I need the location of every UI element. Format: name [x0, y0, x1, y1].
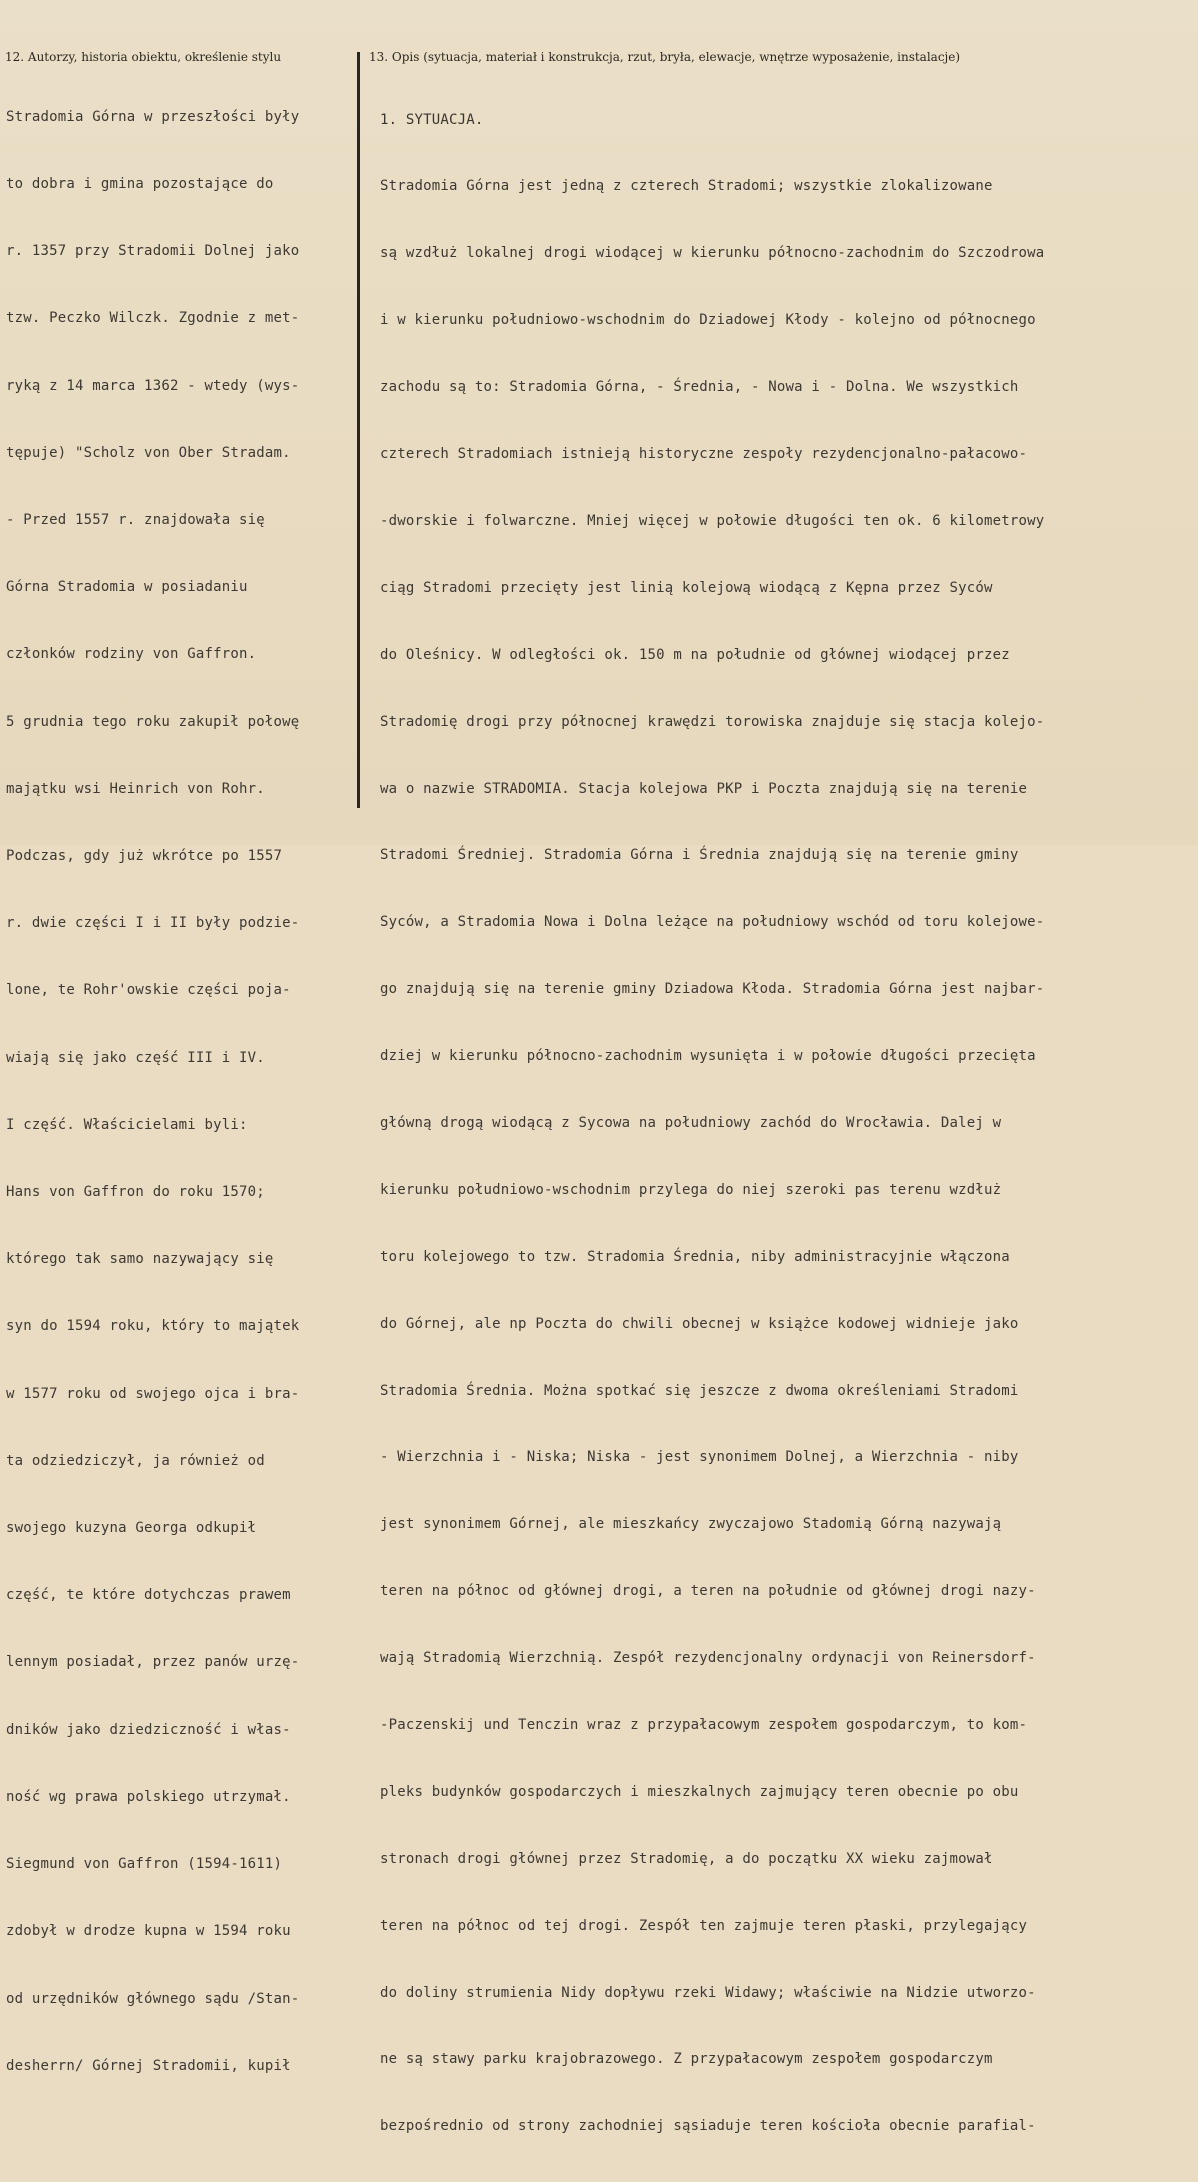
history-line: członków rodziny von Gaffron. [6, 646, 257, 663]
description-line: bezpośrednio od strony zachodniej sąsiaduje teren kościoła obecnie parafial- [380, 2118, 1036, 2135]
history-line: I część. Właścicielami byli: [6, 1116, 248, 1133]
history-line: syn do 1594 roku, który to majątek [6, 1318, 300, 1335]
history-line: to dobra i gmina pozostające do [6, 176, 274, 193]
description-line: teren na północ od tej drogi. Zespół ten zajmuje teren płaski, przylegający [380, 1917, 1028, 1934]
section-13-header: 13. Opis (sytuacja, materiał i konstrukcja, rzut, bryła, elewacje, wnętrze wyposażenie, instalacje) [369, 50, 961, 64]
history-line: Górna Stradomia w posiadaniu [6, 579, 248, 596]
history-line: Stradomia Górna w przeszłości były [6, 108, 300, 125]
history-line: desherrn/ Górnej Stradomii, kupił [6, 2057, 291, 2074]
history-line: dników jako dziedziczność i włas- [6, 1721, 291, 1738]
history-line: w 1577 roku od swojego ojca i bra- [6, 1385, 300, 1402]
history-line: ryką z 14 marca 1362 - wtedy (wys- [6, 377, 300, 394]
description-line: go znajdują się na terenie gminy Dziadowa Kłoda. Stradomia Górna jest najbar- [380, 981, 1045, 998]
history-line: - Przed 1557 r. znajdowała się [6, 512, 265, 529]
description-line: kierunku południowo-wschodnim przylega do niej szeroki pas terenu wzdłuż [380, 1181, 1002, 1198]
description-text-column [380, 64, 1044, 2182]
description-line: wa o nazwie STRADOMIA. Stacja kolejowa PKP i Poczta znajdują się na terenie [380, 780, 1028, 797]
description-line: pleks budynków gospodarczych i mieszkalnych zajmujący teren obecnie po obu [380, 1783, 1019, 1800]
history-line: tzw. Peczko Wilczk. Zgodnie z met- [6, 310, 300, 327]
history-line: 5 grudnia tego roku zakupił połowę [6, 713, 300, 730]
history-line: którego tak samo nazywający się [6, 1251, 274, 1268]
description-line: stronach drogi głównej przez Stradomię, a do początku XX wieku zajmował [380, 1850, 993, 1867]
history-line: zdobył w drodze kupna w 1594 roku [6, 1923, 291, 1940]
history-line: Hans von Gaffron do roku 1570; [6, 1184, 265, 1201]
section-12-header: 12. Autorzy, historia obiektu, określenie stylu [5, 50, 282, 64]
description-line: główną drogą wiodącą z Sycowa na południowy zachód do Wrocławia. Dalej w [380, 1114, 1002, 1131]
description-line: do Górnej, ale np Poczta do chwili obecnej w książce kodowej widnieje jako [380, 1315, 1019, 1332]
history-line: część, te które dotychczas prawem [6, 1587, 291, 1604]
history-line: wiają się jako część III i IV. [6, 1049, 265, 1066]
description-line: toru kolejowego to tzw. Stradomia Średnia, niby administracyjnie włączona [380, 1248, 1010, 1265]
history-line: Podczas, gdy już wkrótce po 1557 [6, 848, 283, 865]
history-line: lone, te Rohr'owskie części poja- [6, 982, 291, 999]
history-line: r. 1357 przy Stradomii Dolnej jako [6, 243, 300, 260]
history-line: ta odziedziczył, ja również od [6, 1452, 265, 1469]
description-line: Stradomi Średniej. Stradomia Górna i Średnia znajdują się na terenie gminy [380, 847, 1019, 864]
description-line: -dworskie i folwarczne. Mniej więcej w połowie długości ten ok. 6 kilometrowy [380, 512, 1045, 529]
description-line: Stradomię drogi przy północnej krawędzi torowiska znajduje się stacja kolejo- [380, 713, 1045, 730]
description-line: czterech Stradomiach istnieją historyczne zespoły rezydencjonalno-pałacowo- [380, 446, 1028, 463]
history-line: r. dwie części I i II były podzie- [6, 915, 300, 932]
description-line: do doliny strumienia Nidy dopływu rzeki Widawy; właściwie na Nidzie utworzo- [380, 1984, 1036, 2001]
description-line: - Wierzchnia i - Niska; Niska - jest synonimem Dolnej, a Wierzchnia - niby [380, 1449, 1019, 1466]
description-line: Stradomia Średnia. Można spotkać się jeszcze z dwoma określeniami Stradomi [380, 1382, 1019, 1399]
situation-section-title: 1. SYTUACJA. [380, 111, 484, 128]
description-line: dziej w kierunku północno-zachodnim wysunięta i w połowie długości przecięta [380, 1048, 1036, 1065]
description-line: do Oleśnicy. W odległości ok. 150 m na południe od głównej wiodącej przez [380, 646, 1010, 663]
description-line: są wzdłuż lokalnej drogi wiodącej w kierunku północno-zachodnim do Szczodrowa [380, 245, 1045, 262]
description-line: ne są stawy parku krajobrazowego. Z przypałacowym zespołem gospodarczym [380, 2051, 993, 2068]
description-line: zachodu są to: Stradomia Górna, - Średnia, - Nowa i - Dolna. We wszystkich [380, 379, 1019, 396]
history-line: od urzędników głównego sądu /Stan- [6, 1990, 300, 2007]
history-line: ność wg prawa polskiego utrzymał. [6, 1788, 291, 1805]
column-divider [357, 52, 360, 808]
description-line: i w kierunku południowo-wschodnim do Dziadowej Kłody - kolejno od północnego [380, 312, 1036, 329]
history-text-column [6, 61, 299, 2122]
history-line: Siegmund von Gaffron (1594-1611) [6, 1856, 283, 1873]
description-line: Stradomia Górna jest jedną z czterech Stradomi; wszystkie zlokalizowane [380, 178, 993, 195]
description-line: jest synonimem Górnej, ale mieszkańcy zwyczajowo Stadomią Górną nazywają [380, 1516, 1002, 1533]
history-line: tępuje) "Scholz von Ober Stradam. [6, 444, 291, 461]
history-line: swojego kuzyna Georga odkupił [6, 1520, 257, 1537]
description-line: Syców, a Stradomia Nowa i Dolna leżące na południowy wschód od toru kolejowe- [380, 914, 1045, 931]
description-line: wają Stradomią Wierzchnią. Zespół rezydencjonalny ordynacji von Reinersdorf- [380, 1650, 1036, 1667]
history-line: lennym posiadał, przez panów urzę- [6, 1654, 300, 1671]
description-line: -Paczenskij und Tenczin wraz z przypałacowym zespołem gospodarczym, to kom- [380, 1716, 1028, 1733]
description-line: ciąg Stradomi przecięty jest linią kolejową wiodącą z Kępna przez Syców [380, 579, 993, 596]
description-line: teren na północ od głównej drogi, a teren na południe od głównej drogi nazy- [380, 1583, 1036, 1600]
history-line: majątku wsi Heinrich von Rohr. [6, 780, 265, 797]
